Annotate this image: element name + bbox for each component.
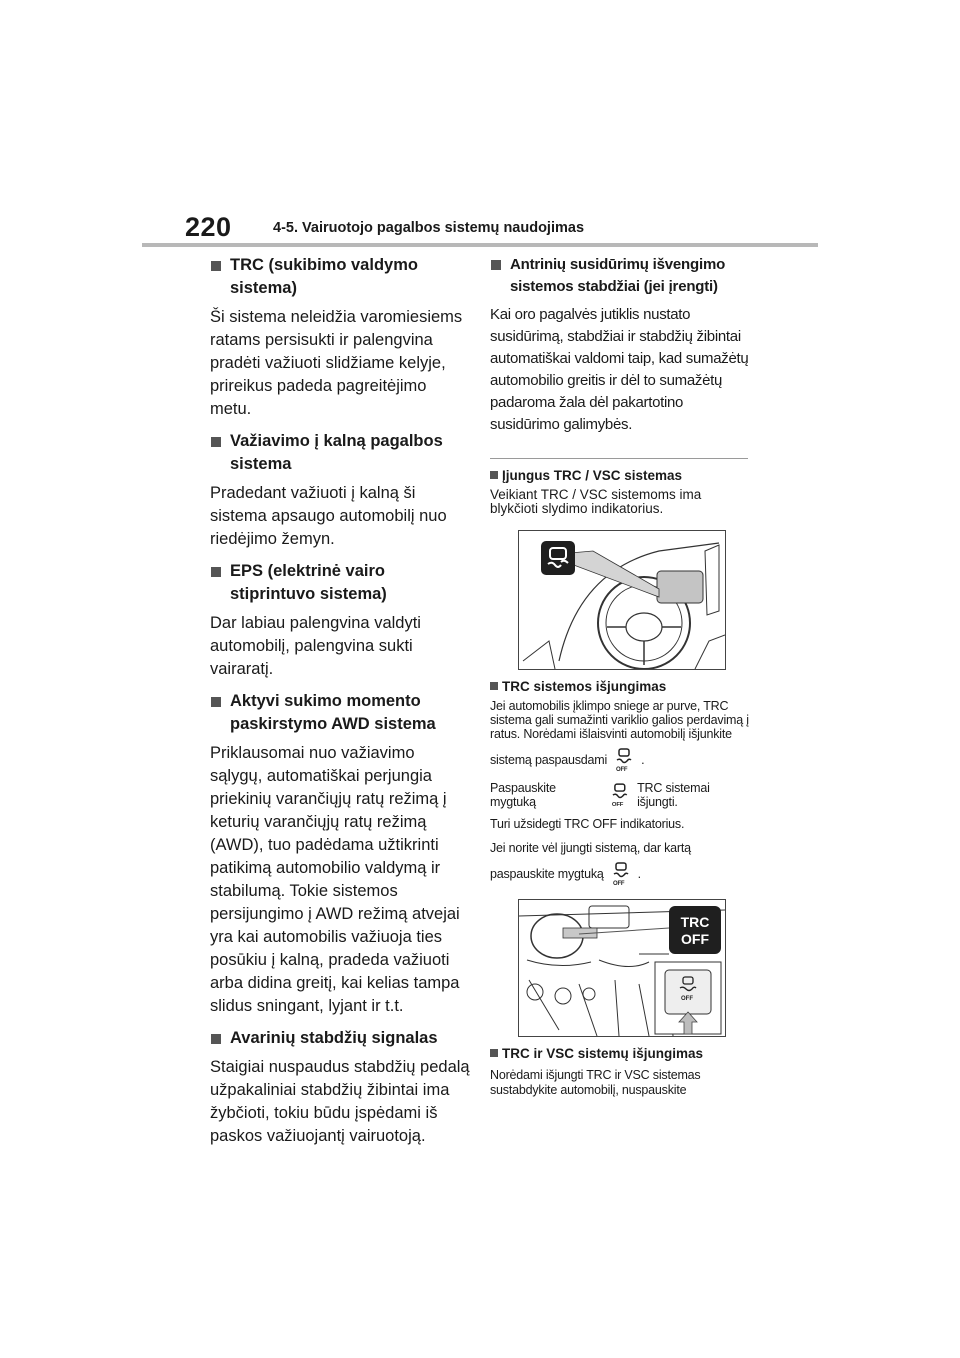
trc-off-instruction-a: sistemą paspausdami OFF . [490,747,752,773]
awd-heading: Aktyvi sukimo momento paskirstymo AWD sistema [210,690,472,736]
trc-heading: TRC (sukibimo valdymo sistema) [210,254,472,300]
bullet-square-icon [490,471,498,479]
svg-text:OFF: OFF [616,767,628,773]
secondary-collision-paragraph: Kai oro pagalvės jutiklis nustato susidūrimą, stabdžiai ir stabdžių žibintai automatiškai valdomi taip, kad sumažėtų automobilio greitis ir dėl to sumažėtų padaroma žala dėl pakartotino susidūrimo galimybės. [490,306,749,433]
trc-paragraph: Ši sistema neleidžia varomiesiems ratams persisukti ir palengvina pradėti važiuoti slidžiame kelyje, prireikus padeda pagreitėjimo metu. [210,308,463,418]
svg-text:OFF: OFF [681,996,693,1002]
bullet-square-icon [490,682,498,690]
trc-vsc-off-heading: TRC ir VSC sistemų išjungimas [490,1045,752,1062]
trc-off-instruction-e: paspauskite mygtuką OFF . [490,861,752,887]
trc-off-paragraph: Jei automobilis įklimpo sniege ar purve, TRC sistema gali sumažinti variklio galios perdavimą į ratus. Norėdami išlaisvinti automobilį išjunkite [490,699,749,741]
page-number: 220 [185,212,232,242]
brake-signal-heading: Avarinių stabdžių signalas [210,1027,472,1050]
bullet-square-icon [490,1049,498,1057]
eps-heading: EPS (elektrinė vairo stiprintuvo sistema) [210,560,472,606]
trc-vsc-on-paragraph: Veikiant TRC / VSC sistemoms ima blykčioti slydimo indikatorius. [490,487,702,516]
trc-off-instruction-d: Jei norite vėl įjungti sistemą, dar kartą [490,841,691,855]
trc-off-instruction-c: Turi užsidegti TRC OFF indikatorius. [490,817,685,831]
vsc-off-button-icon [607,782,633,808]
awd-paragraph: Priklausomai nuo važiavimo sąlygų, automatiškai perjungia priekinių varančiųjų ratų režimą į keturių varančiųjų ratų režimą (AWD), tuo padėdama užtikrinti patikimą automobilio valdymą ir stabilumą. Tokie sistemos persijungimo į AWD režimą atvejai yra kai automobilis važiuoja ties posūkiu į kalną, pradeda važiuoti arba didina greitį, kai kelias tampa slidus sningant, lyjant ir t.t. [210,744,460,1015]
hill-assist-heading: Važiavimo į kalną pagalbos sistema [210,430,472,476]
bullet-square-icon [211,261,221,271]
vsc-off-button-icon [608,861,634,887]
svg-text:OFF: OFF [681,931,709,947]
trc-vsc-on-heading: Įjungus TRC / VSC sistemas [490,467,752,484]
section-divider [490,458,748,459]
svg-text:OFF: OFF [612,801,624,808]
trc-off-instruction-b: Paspauskite mygtuką OFF TRC sistemai išjungti. [490,781,710,809]
trc-vsc-off-paragraph: Norėdami išjungti TRC ir VSC sistemas sustabdykite automobilį, nuspauskite [490,1068,701,1097]
bullet-square-icon [211,1034,221,1044]
svg-text:TRC: TRC [680,914,710,930]
bullet-square-icon [211,697,221,707]
vsc-off-button-icon [611,747,637,773]
chapter-title: 4-5. Vairuotojo pagalbos sistemų naudojimas [273,220,585,236]
secondary-collision-heading: Antrinių susidūrimų išvengimo sistemos stabdžiai (jei įrengti) [490,254,752,298]
svg-text:OFF: OFF [612,881,625,887]
bullet-square-icon [211,567,221,577]
right-column [490,254,752,1104]
bullet-square-icon [211,437,221,447]
trc-off-heading: TRC sistemos išjungimas [490,678,752,695]
hill-assist-paragraph: Pradedant važiuoti į kalną ši sistema apsaugo automobilį nuo riedėjimo žemyn. [210,484,447,548]
console-illustration [519,900,725,1036]
header-rule [142,243,818,247]
left-column [210,254,472,1157]
slip-indicator-figure [518,530,726,670]
eps-paragraph: Dar labiau palengvina valdyti automobilį, palengvina sukti vairaratį. [210,614,421,678]
brake-signal-paragraph: Staigiai nuspaudus stabdžių pedalą užpakaliniai stabdžių žibintai ima žybčioti, tokiu būdu įspėdami iš paskos važiuojantį vairuotoją. [210,1058,470,1145]
trc-off-figure [518,899,726,1037]
dashboard-illustration [519,531,725,669]
bullet-square-icon [491,260,501,270]
